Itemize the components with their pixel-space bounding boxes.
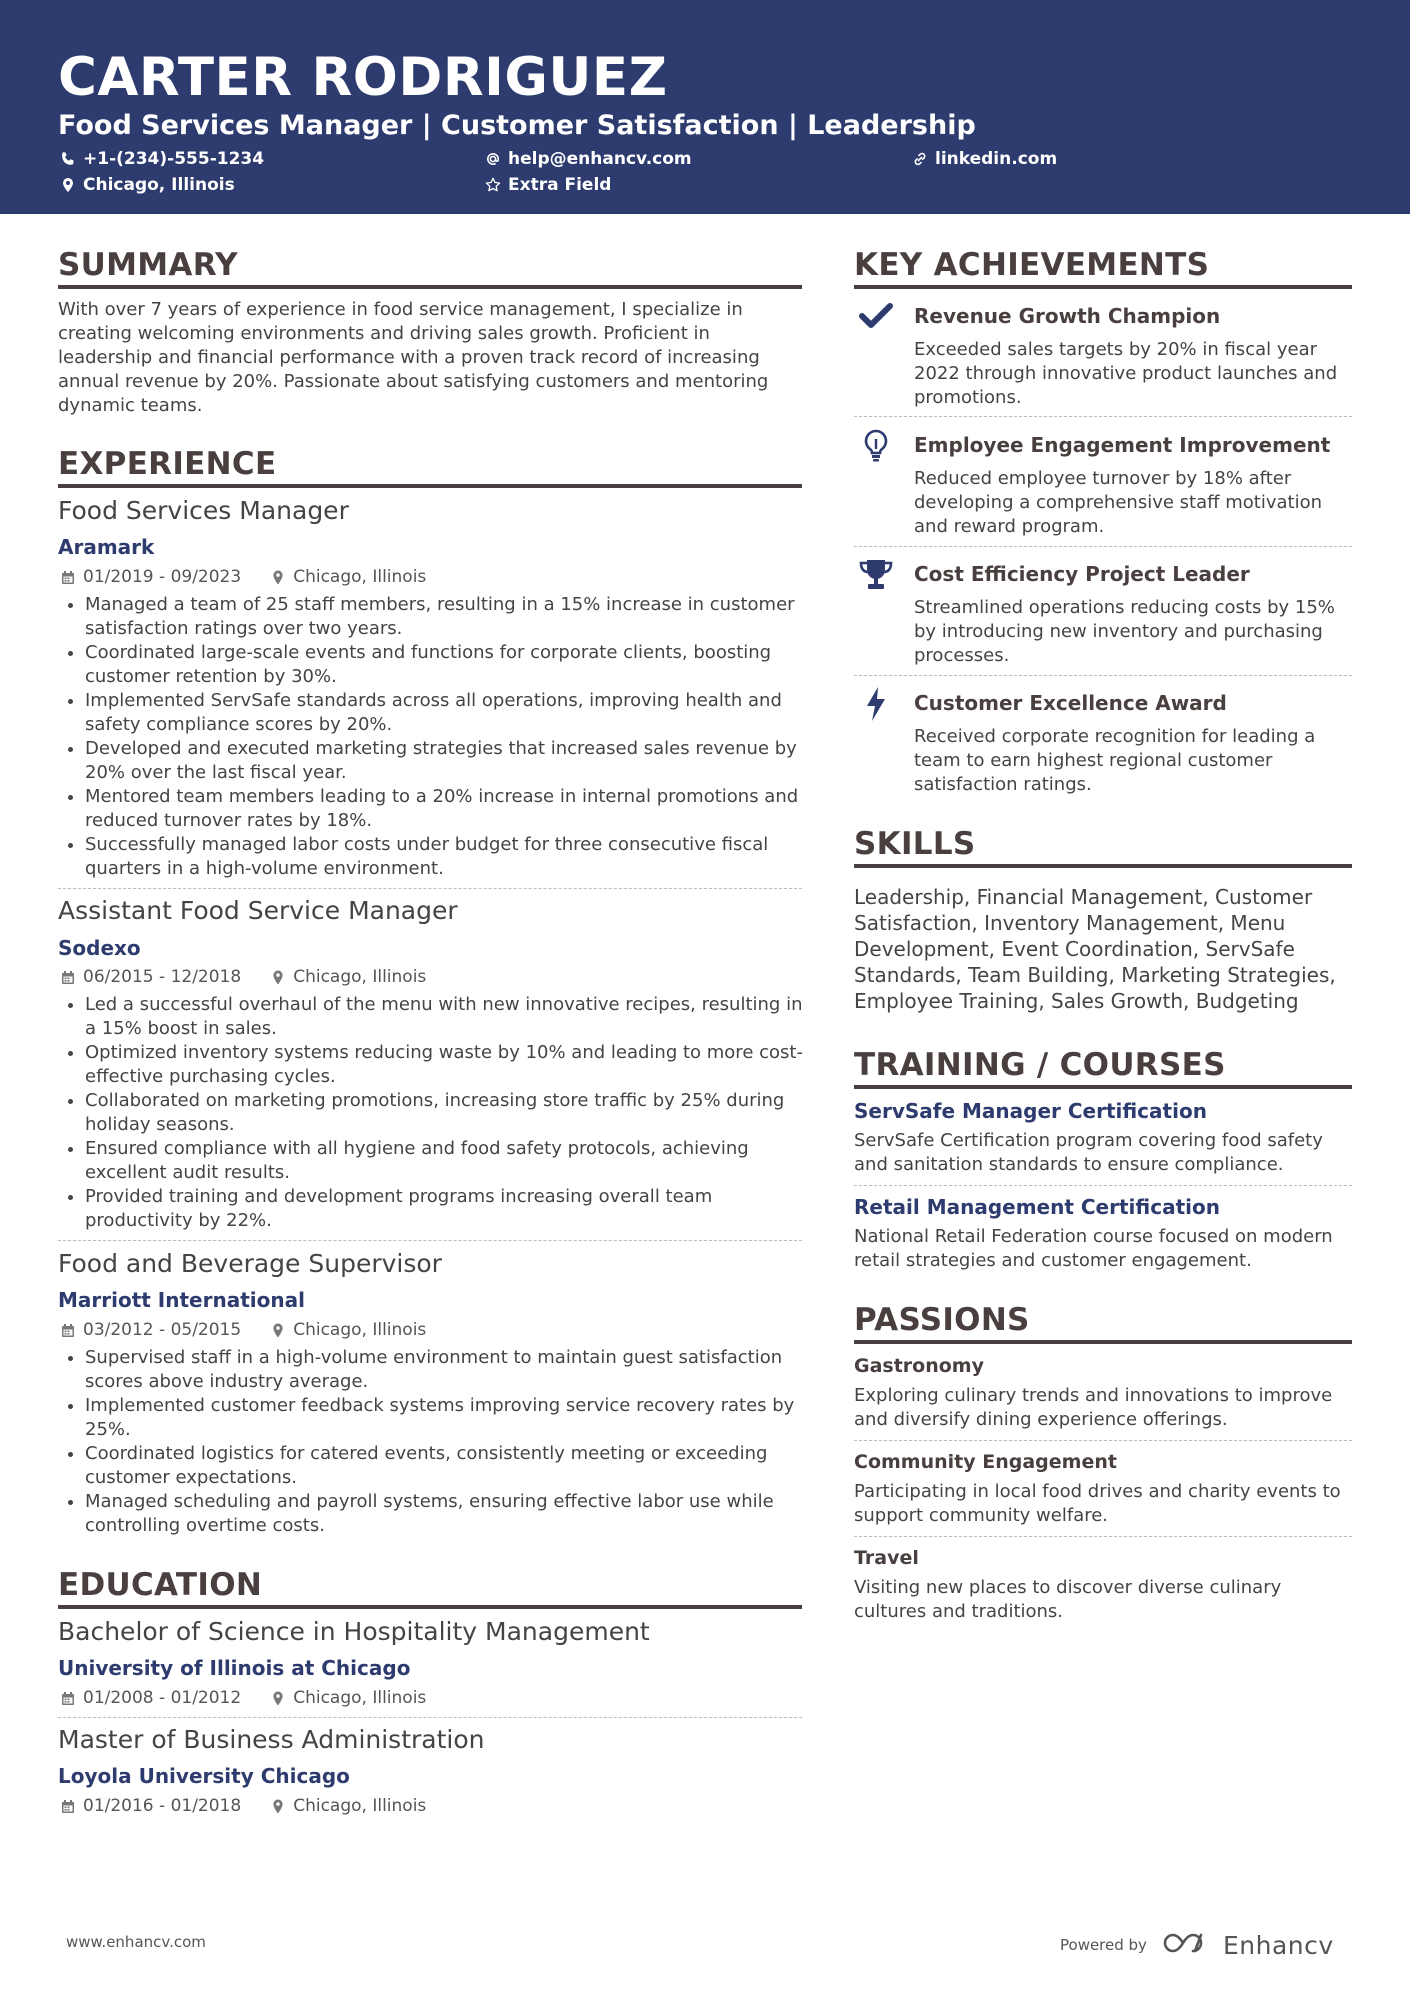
phone-icon: [60, 151, 76, 167]
summary-text: With over 7 years of experience in food service management, I specialize in creating welcoming environments and driving sales growth. Proficient in leadership and financial performance with a proven track record of increasing annual revenue by 20%. Passionate about satisfying customers and mentoring dynamic teams.: [58, 299, 769, 416]
calendar-icon: [61, 570, 83, 585]
at-icon: [485, 151, 501, 167]
company-name: Marriott International: [58, 1288, 305, 1312]
map-pin-icon: [271, 570, 293, 585]
job-dates: 01/2019 - 09/2023: [83, 567, 242, 587]
skills-heading: SKILLS: [854, 826, 976, 862]
linkedin-text: linkedin.com: [935, 149, 1058, 169]
education-meta: [61, 1687, 426, 1709]
bolt-icon: [856, 684, 896, 724]
summary-heading: SUMMARY: [58, 247, 238, 283]
bullet-item: • Collaborated on marketing promotions, increasing store traffic by 25% during holiday seasons.: [85, 1089, 803, 1137]
job-meta: [61, 966, 426, 988]
achievement-desc: Streamlined operations reducing costs by 15% by introducing new inventory and purchasing processes.: [914, 597, 1335, 666]
job-bullets: [58, 593, 803, 881]
powered-by-label: Powered by: [1060, 1936, 1147, 1954]
skills-text: Leadership, Financial Management, Customer Satisfaction, Inventory Management, Menu Development, Event Coordination, ServSafe Standards, Team Building, Marketing Strategies, Employee Training, Sales Growth, Budgeting: [854, 885, 1336, 1013]
calendar-icon: [61, 1799, 83, 1814]
training-rule: [854, 1085, 1352, 1089]
job-meta: [61, 566, 426, 588]
passion-title: Gastronomy: [854, 1355, 984, 1377]
passion-desc: Participating in local food drives and charity events to support community welfare.: [854, 1481, 1341, 1526]
star-icon: [485, 177, 501, 193]
school-name: Loyola University Chicago: [58, 1764, 350, 1788]
bullet-item: • Developed and executed marketing strategies that increased sales revenue by 20% over the last fiscal year.: [85, 737, 803, 785]
job-location: Chicago, Illinois: [293, 1320, 427, 1340]
bullet-item: • Managed a team of 25 staff members, resulting in a 15% increase in customer satisfaction ratings over two years.: [85, 593, 803, 641]
link-icon: [912, 151, 928, 167]
job-meta: [61, 1319, 426, 1341]
calendar-icon: [61, 1691, 83, 1706]
passions-heading: PASSIONS: [854, 1302, 1030, 1338]
resume-header: [0, 0, 1410, 214]
job-title: Food and Beverage Supervisor: [58, 1249, 442, 1278]
achievement-desc: Received corporate recognition for leading a team to earn highest regional customer satisfaction ratings.: [914, 726, 1316, 795]
training-heading: TRAINING / COURSES: [854, 1047, 1226, 1083]
achievements-heading: KEY ACHIEVEMENTS: [854, 247, 1210, 283]
education-location: Chicago, Illinois: [293, 1688, 427, 1708]
trophy-icon: [856, 555, 896, 595]
contact-phone[interactable]: [60, 148, 264, 170]
bullet-item: • Implemented ServSafe standards across all operations, improving health and safety compliance scores by 20%.: [85, 689, 803, 737]
job-title: Assistant Food Service Manager: [58, 896, 458, 925]
passion-desc: Visiting new places to discover diverse culinary cultures and traditions.: [854, 1577, 1282, 1622]
divider: [58, 888, 802, 889]
footer-website[interactable]: www.enhancv.com: [66, 1933, 206, 1951]
map-pin-icon: [271, 1691, 293, 1706]
company-name: Aramark: [58, 535, 155, 559]
location-text: Chicago, Illinois: [83, 175, 235, 195]
bullet-item: • Managed scheduling and payroll systems, ensuring effective labor use while controlling overtime costs.: [85, 1490, 803, 1538]
footer-branding[interactable]: [1060, 1930, 1334, 1960]
bullet-item: • Coordinated logistics for catered events, consistently meeting or exceeding customer expectations.: [85, 1442, 803, 1490]
bullet-item: • Ensured compliance with all hygiene and food safety protocols, achieving excellent audit results.: [85, 1137, 803, 1185]
map-pin-icon: [271, 1799, 293, 1814]
contact-extra: [485, 174, 611, 196]
map-pin-icon: [271, 970, 293, 985]
divider: [854, 416, 1352, 417]
degree-title: Master of Business Administration: [58, 1725, 485, 1754]
candidate-headline: Food Services Manager | Customer Satisfaction | Leadership: [58, 110, 976, 141]
calendar-icon: [61, 1323, 83, 1338]
divider: [58, 1240, 802, 1241]
passion-title: Community Engagement: [854, 1451, 1117, 1473]
achievement-title: Cost Efficiency Project Leader: [914, 562, 1250, 586]
job-location: Chicago, Illinois: [293, 967, 427, 987]
enhancv-logo-icon: [1161, 1930, 1209, 1960]
contact-location: [60, 174, 235, 196]
degree-title: Bachelor of Science in Hospitality Management: [58, 1617, 650, 1646]
education-rule: [58, 1605, 802, 1609]
bullet-item: • Supervised staff in a high-volume environment to maintain guest satisfaction scores above industry average.: [85, 1346, 803, 1394]
experience-rule: [58, 484, 802, 488]
enhancv-brand: Enhancv: [1222, 1930, 1334, 1960]
bullet-item: • Optimized inventory systems reducing waste by 10% and leading to more cost-effective purchasing cycles.: [85, 1041, 803, 1089]
job-bullets: [58, 1346, 803, 1538]
job-dates: 06/2015 - 12/2018: [83, 967, 242, 987]
education-dates: 01/2008 - 01/2012: [83, 1688, 242, 1708]
extra-field-text: Extra Field: [508, 175, 612, 195]
education-meta: [61, 1795, 426, 1817]
bullet-item: • Led a successful overhaul of the menu with new innovative recipes, resulting in a 15% boost in sales.: [85, 993, 803, 1041]
map-pin-icon: [60, 177, 76, 193]
divider: [854, 1185, 1352, 1186]
passions-rule: [854, 1340, 1352, 1344]
achievement-title: Customer Excellence Award: [914, 691, 1227, 715]
contact-email[interactable]: [485, 148, 692, 170]
course-title: ServSafe Manager Certification: [854, 1099, 1207, 1123]
divider: [58, 1717, 802, 1718]
candidate-name: CARTER RODRIGUEZ: [58, 47, 668, 108]
divider: [854, 546, 1352, 547]
bullet-item: • Successfully managed labor costs under budget for three consecutive fiscal quarters in a high-volume environment.: [85, 833, 803, 881]
education-heading: EDUCATION: [58, 1567, 263, 1603]
bullet-item: • Mentored team members leading to a 20% increase in internal promotions and reduced turnover rates by 18%.: [85, 785, 803, 833]
job-title: Food Services Manager: [58, 496, 349, 525]
experience-heading: EXPERIENCE: [58, 446, 277, 482]
course-desc: ServSafe Certification program covering food safety and sanitation standards to ensure compliance.: [854, 1130, 1323, 1175]
company-name: Sodexo: [58, 936, 141, 960]
course-desc: National Retail Federation course focused on modern retail strategies and customer engagement.: [854, 1226, 1333, 1271]
job-location: Chicago, Illinois: [293, 567, 427, 587]
divider: [854, 675, 1352, 676]
check-icon: [856, 296, 896, 336]
passion-desc: Exploring culinary trends and innovations to improve and diversify dining experience offerings.: [854, 1385, 1333, 1430]
bullet-item: • Coordinated large-scale events and functions for corporate clients, boosting customer retention by 30%.: [85, 641, 803, 689]
education-location: Chicago, Illinois: [293, 1796, 427, 1816]
achievement-desc: Reduced employee turnover by 18% after developing a comprehensive staff motivation and reward program.: [914, 468, 1322, 537]
achievement-title: Revenue Growth Champion: [914, 304, 1221, 328]
lightbulb-icon: [856, 426, 896, 466]
calendar-icon: [61, 970, 83, 985]
achievement-desc: Exceeded sales targets by 20% in fiscal year 2022 through innovative product launches and promotions.: [914, 339, 1338, 408]
divider: [854, 1536, 1352, 1537]
achievement-title: Employee Engagement Improvement: [914, 433, 1331, 457]
course-title: Retail Management Certification: [854, 1195, 1220, 1219]
bullet-item: • Implemented customer feedback systems improving service recovery rates by 25%.: [85, 1394, 803, 1442]
skills-rule: [854, 864, 1352, 868]
map-pin-icon: [271, 1323, 293, 1338]
phone-text: +1-(234)-555-1234: [83, 149, 265, 169]
job-dates: 03/2012 - 05/2015: [83, 1320, 242, 1340]
bullet-item: • Provided training and development programs increasing overall team productivity by 22%.: [85, 1185, 803, 1233]
passion-title: Travel: [854, 1547, 919, 1569]
divider: [854, 1440, 1352, 1441]
summary-rule: [58, 285, 802, 289]
achievements-rule: [854, 285, 1352, 289]
job-bullets: [58, 993, 803, 1233]
email-text: help@enhancv.com: [508, 149, 692, 169]
contact-linkedin[interactable]: [912, 148, 1057, 170]
education-dates: 01/2016 - 01/2018: [83, 1796, 242, 1816]
school-name: University of Illinois at Chicago: [58, 1656, 411, 1680]
